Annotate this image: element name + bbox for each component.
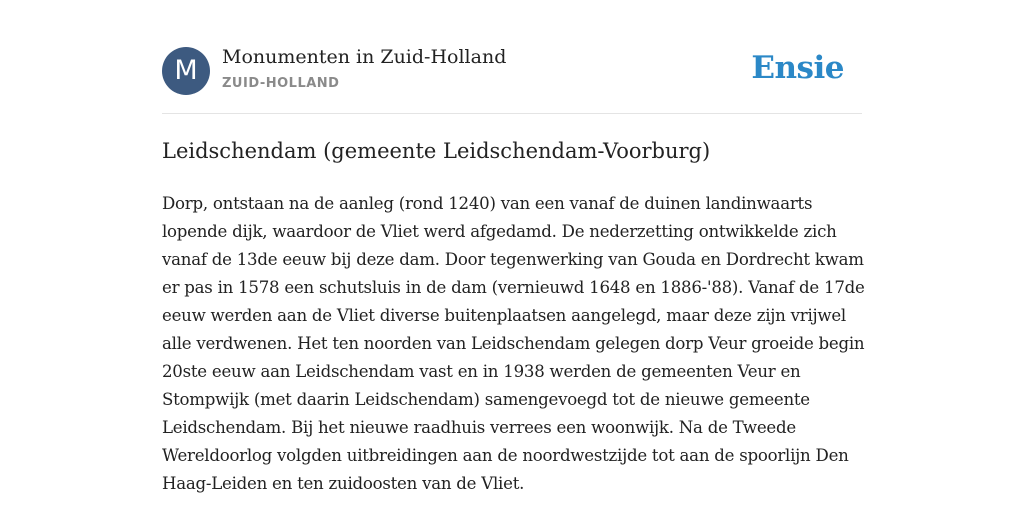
collection-subtitle[interactable]: ZUID-HOLLAND xyxy=(222,76,340,91)
article-body: Dorp, ontstaan na de aanleg (rond 1240) van een vanaf de duinen landinwaarts lopende dijk, waardoor de Vliet werd afgedamd. De nederzetting ontwikkelde zich vanaf de 13de eeuw bij deze dam. Door tegenwerking van Gouda en Dordrecht kwam er pas in 1578 een schutsluis in de dam (vernieuwd 1648 en 1886-'88). Vanaf de 17de eeuw werden aan de Vliet diverse buitenplaatsen aangelegd, maar deze zijn vrijwel alle verdwenen. Het ten noorden van Leidschendam gelegen dorp Veur groeide begin 20ste eeuw aan Leidschendam vast en in 1938 werden de gemeenten Veur en Stompwijk (met daarin Leidschendam) samengevoegd tot de nieuwe gemeente Leidschendam. Bij het nieuwe raadhuis verrees een woonwijk. Na de Tweede Wereldoorlog volgden uitbreidingen aan de noordwestzijde tot aan de spoorlijn Den Haag-Leiden en ten zuidoosten van de Vliet. xyxy=(162,194,865,493)
avatar[interactable]: M xyxy=(162,47,210,95)
divider xyxy=(162,113,862,114)
collection-header xyxy=(162,46,862,96)
article-title: Leidschendam (gemeente Leidschendam-Voorburg) xyxy=(162,139,711,163)
ensie-logo[interactable]: Ensie xyxy=(751,50,844,86)
collection-title[interactable]: Monumenten in Zuid-Holland xyxy=(222,46,507,68)
